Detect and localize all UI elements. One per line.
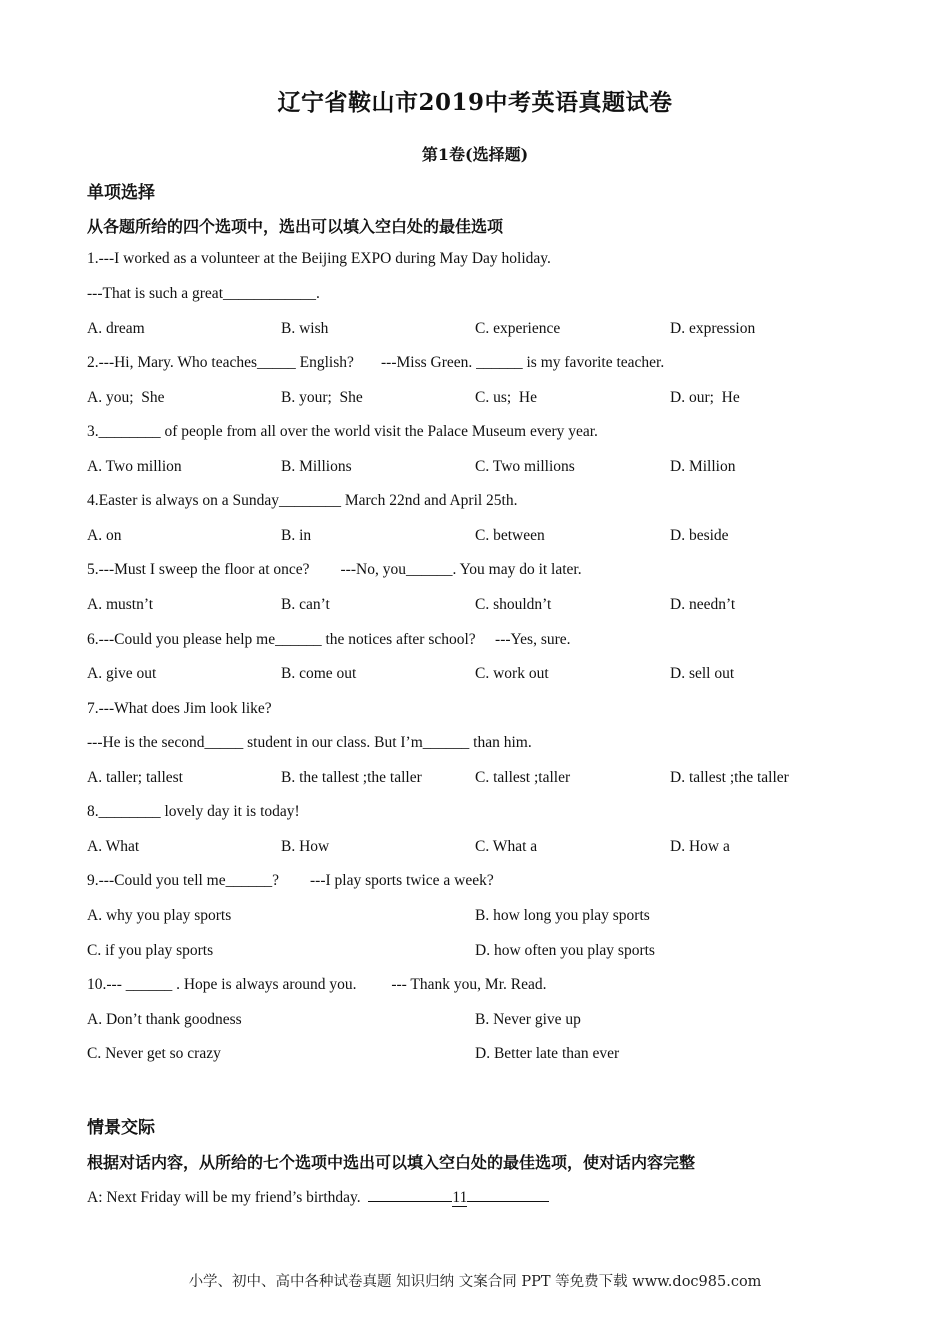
option-a[interactable]: A. mustn’t — [87, 596, 154, 613]
question-6-stem: 6.---Could you please help me______ the notices after school? ---Yes, sure. — [87, 631, 571, 648]
option-b[interactable]: B. Never give up — [475, 1011, 581, 1028]
blank-right[interactable] — [467, 1185, 549, 1202]
option-d[interactable]: D. expression — [670, 320, 756, 337]
option-a[interactable]: A. give out — [87, 665, 157, 682]
option-b[interactable]: B. your; She — [281, 389, 363, 406]
option-b[interactable]: B. the tallest ;the taller — [281, 769, 422, 786]
blank-number[interactable]: 11 — [452, 1189, 468, 1206]
question-8-options — [87, 838, 867, 858]
option-b[interactable]: B. wish — [281, 320, 329, 337]
dialogue-line-1 — [87, 1185, 549, 1207]
option-b[interactable]: B. how long you play sports — [475, 907, 650, 924]
section1-instruction: 从各题所给的四个选项中，选出可以填入空白处的最佳选项 — [87, 217, 504, 236]
option-a[interactable]: A. What — [87, 838, 140, 855]
option-b[interactable]: B. How — [281, 838, 330, 855]
question-9-options-row-1 — [87, 907, 867, 927]
option-b[interactable]: B. can’t — [281, 596, 330, 613]
question-10-stem: 10.--- ______ . Hope is always around you. --- Thank you, Mr. Read. — [87, 976, 547, 993]
option-d[interactable]: D. needn’t — [670, 596, 736, 613]
option-c[interactable]: C. experience — [475, 320, 561, 337]
dialogue-line-1-text: A: Next Friday will be my friend’s birthday. — [87, 1189, 361, 1206]
option-a[interactable]: A. Two million — [87, 458, 182, 475]
question-7-stem-line-2: ---He is the second_____ student in our class. But I’m______ than him. — [87, 734, 532, 751]
option-c[interactable]: C. work out — [475, 665, 549, 682]
question-7-stem-line-1: 7.---What does Jim look like? — [87, 700, 272, 717]
option-a[interactable]: A. you; She — [87, 389, 165, 406]
question-10-options-row-2 — [87, 1045, 867, 1065]
option-d[interactable]: D. How a — [670, 838, 730, 855]
option-a[interactable]: A. Don’t thank goodness — [87, 1011, 242, 1028]
section1-heading: 单项选择 — [87, 183, 155, 203]
question-4-options — [87, 527, 867, 547]
question-5-stem: 5.---Must I sweep the floor at once? ---No, you______. You may do it later. — [87, 561, 582, 578]
question-1-options — [87, 320, 867, 340]
question-1-stem-line-1: 1.---I worked as a volunteer at the Beijing EXPO during May Day holiday. — [87, 250, 551, 267]
question-2-stem: 2.---Hi, Mary. Who teaches_____ English? ---Miss Green. ______ is my favorite teacher. — [87, 354, 665, 371]
question-2-options — [87, 389, 867, 409]
page-title: 辽宁省鞍山市2019中考英语真题试卷 — [277, 89, 673, 116]
option-b[interactable]: B. Millions — [281, 458, 352, 475]
option-d[interactable]: D. beside — [670, 527, 729, 544]
question-3-stem: 3.________ of people from all over the world visit the Palace Museum every year. — [87, 423, 598, 440]
option-c[interactable]: C. between — [475, 527, 545, 544]
question-9-options-row-2 — [87, 942, 867, 962]
option-a[interactable]: A. why you play sports — [87, 907, 232, 924]
option-b[interactable]: B. come out — [281, 665, 357, 682]
option-c[interactable]: C. Never get so crazy — [87, 1045, 221, 1062]
question-3-options — [87, 458, 867, 478]
volume-subtitle: 第1卷(选择题) — [421, 145, 529, 164]
option-d[interactable]: D. Million — [670, 458, 736, 475]
option-d[interactable]: D. tallest ;the taller — [670, 769, 789, 786]
question-8-stem: 8.________ lovely day it is today! — [87, 803, 300, 820]
question-7-options — [87, 769, 867, 789]
question-1-stem-line-2: ---That is such a great____________. — [87, 285, 320, 302]
question-5-options — [87, 596, 867, 616]
question-6-options — [87, 665, 867, 685]
section2-heading: 情景交际 — [87, 1118, 155, 1138]
option-c[interactable]: C. if you play sports — [87, 942, 214, 959]
blank-left[interactable] — [368, 1185, 452, 1202]
option-d[interactable]: D. our; He — [670, 389, 740, 406]
option-c[interactable]: C. tallest ;taller — [475, 769, 571, 786]
option-c[interactable]: C. What a — [475, 838, 538, 855]
option-a[interactable]: A. taller; tallest — [87, 769, 183, 786]
question-4-stem: 4.Easter is always on a Sunday________ March 22nd and April 25th. — [87, 492, 518, 509]
question-9-stem: 9.---Could you tell me______? ---I play sports twice a week? — [87, 872, 494, 889]
option-c[interactable]: C. shouldn’t — [475, 596, 552, 613]
question-10-options-row-1 — [87, 1011, 867, 1031]
footer-text: 小学、初中、高中各种试卷真题 知识归纳 文案合同 PPT 等免费下载 www.doc985.com — [188, 1274, 762, 1290]
section2-instruction: 根据对话内容，从所给的七个选项中选出可以填入空白处的最佳选项，使对话内容完整 — [87, 1153, 696, 1172]
option-c[interactable]: C. us; He — [475, 389, 537, 406]
option-d[interactable]: D. how often you play sports — [475, 942, 655, 959]
option-d[interactable]: D. Better late than ever — [475, 1045, 620, 1062]
option-a[interactable]: A. on — [87, 527, 122, 544]
option-c[interactable]: C. Two millions — [475, 458, 575, 475]
option-d[interactable]: D. sell out — [670, 665, 735, 682]
option-b[interactable]: B. in — [281, 527, 312, 544]
option-a[interactable]: A. dream — [87, 320, 145, 337]
